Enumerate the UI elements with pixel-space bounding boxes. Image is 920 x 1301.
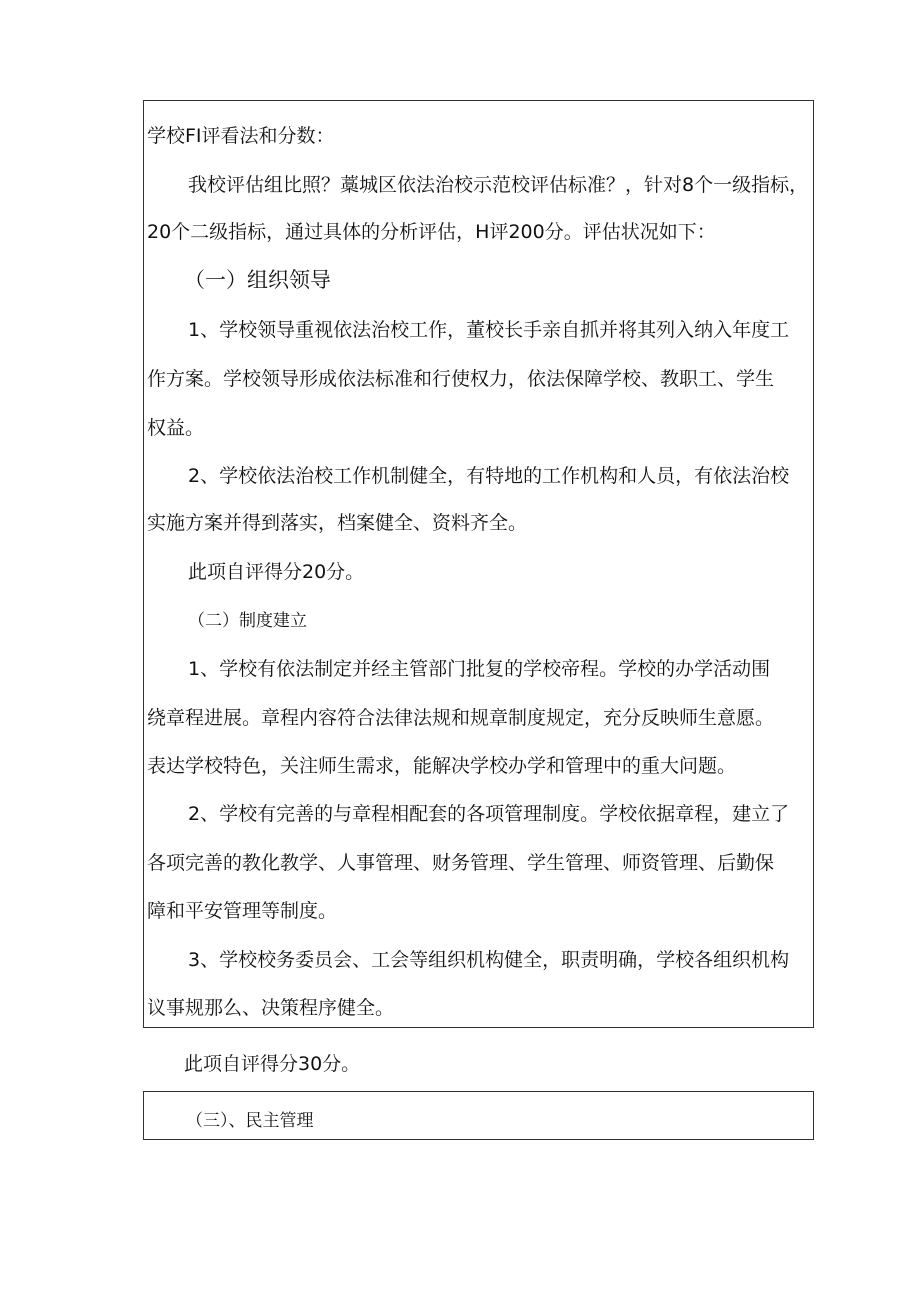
doc-line-9: 实施方案并得到落实，档案健全、资料齐全。 [147, 512, 528, 534]
doc-line-2: 我校评估组比照？藁城区依法治校示范校评估标准？，针对8个一级指标， [188, 174, 809, 196]
doc-line-5: 1、学校领导重视依法治校工作，董校长手亲自抓并将其列入纳入年度工 [188, 319, 790, 341]
doc-line-7: 权益。 [147, 417, 205, 439]
doc-line-19: 议事规那么、决策程序健全。 [147, 997, 395, 1019]
doc-line-12: 1、学校有依法制定并经主管部门批复的学校帝程。学校的办学活动围 [188, 658, 771, 680]
doc-line-8: 2、学校依法治校工作机制健全，有特地的工作机构和人员，有依法治校 [188, 465, 790, 487]
score-line-2: 此项自评得分30分。 [184, 1053, 361, 1075]
doc-line-17: 障和平安管理等制度。 [147, 900, 338, 922]
section-heading-2: （二）制度建立 [188, 611, 307, 631]
section-heading-1: （一）组织领导 [184, 268, 331, 292]
doc-line-3: 20个二级指标，通过具体的分析评估，H评200分。评估状况如下： [147, 221, 716, 243]
doc-line-1: 学校FI评看法和分数： [147, 125, 335, 147]
doc-line-14: 表达学校特色，关注师生需求，能解决学校办学和管理中的重大问题。 [147, 755, 737, 777]
doc-line-15: 2、学校有完善的与章程相配套的各项管理制度。学校依据章程，建立了 [188, 803, 790, 825]
doc-line-18: 3、学校校务委员会、工会等组织机构健全，职责明确，学校各组织机构 [188, 949, 790, 971]
score-line-1: 此项自评得分20分。 [188, 561, 365, 583]
doc-line-6: 作方案。学校领导形成依法标准和行使权力，依法保障学校、教职工、学生 [147, 368, 775, 390]
doc-line-13: 绕章程进展。章程内容符合法律法规和规章制度规定，充分反映师生意愿。 [147, 707, 775, 729]
doc-line-16: 各项完善的教化教学、人事管理、财务管理、学生管理、师资管理、后勤保 [147, 852, 775, 874]
section-heading-3: （三）、民主管理 [186, 1111, 314, 1131]
